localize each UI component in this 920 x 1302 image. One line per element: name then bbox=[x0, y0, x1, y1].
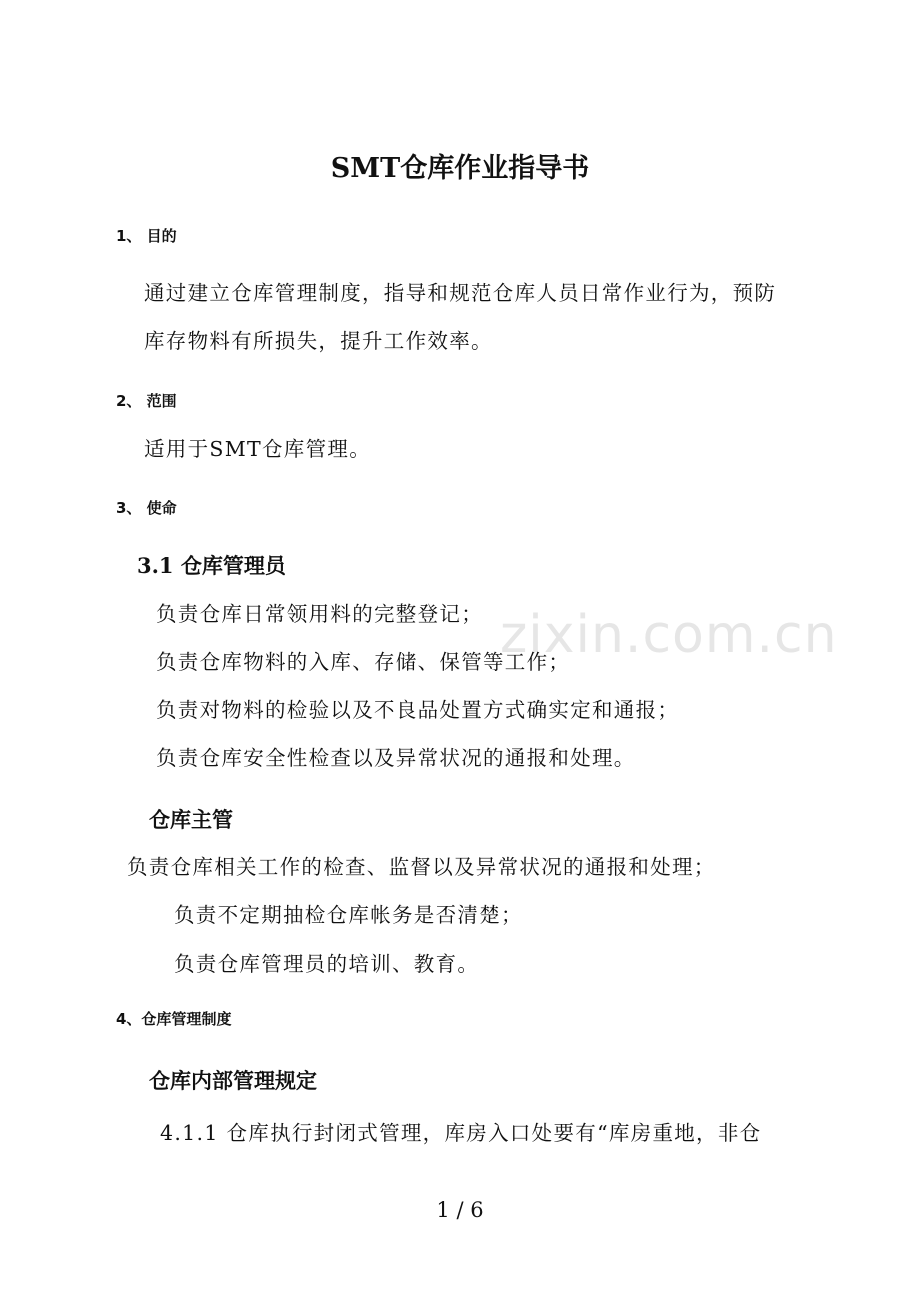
section-heading-scope: 2、 范围 bbox=[116, 392, 177, 410]
keeper-duty-item: 负责仓库安全性检查以及异常状况的通报和处理。 bbox=[156, 746, 636, 770]
subsection-heading-keeper: 3.1 仓库管理员 bbox=[137, 553, 286, 578]
supervisor-duty-item: 负责仓库相关工作的检查、监督以及异常状况的通报和处理； bbox=[127, 855, 716, 879]
document-title: SMT仓库作业指导书 bbox=[330, 153, 590, 184]
section-heading-mission: 3、 使命 bbox=[116, 499, 177, 517]
subsection-heading-internal-rules: 仓库内部管理规定 bbox=[149, 1068, 317, 1093]
keeper-duty-item: 负责仓库日常领用料的完整登记； bbox=[156, 602, 483, 626]
section-heading-purpose: 1、 目的 bbox=[116, 227, 177, 245]
purpose-text-line-2: 库存物料有所损失，提升工作效率。 bbox=[144, 329, 493, 353]
watermark: zixin.com.cn bbox=[500, 605, 838, 665]
scope-text: 适用于SMT仓库管理。 bbox=[144, 437, 372, 461]
subsection-heading-supervisor: 仓库主管 bbox=[149, 807, 233, 832]
section-heading-rules: 4、仓库管理制度 bbox=[116, 1010, 232, 1028]
keeper-duty-item: 负责对物料的检验以及不良品处置方式确实定和通报； bbox=[156, 698, 680, 722]
supervisor-duty-item: 负责仓库管理员的培训、教育。 bbox=[174, 952, 480, 976]
supervisor-duty-item: 负责不定期抽检仓库帐务是否清楚； bbox=[174, 903, 523, 927]
keeper-duty-item: 负责仓库物料的入库、存储、保管等工作； bbox=[156, 650, 571, 674]
page-indicator: 1 / 6 bbox=[436, 1198, 484, 1222]
purpose-text-line-1: 通过建立仓库管理制度，指导和规范仓库人员日常作业行为，预防 bbox=[144, 281, 777, 305]
rule-item-4-1-1: 4.1.1 仓库执行封闭式管理，库房入口处要有“库房重地，非仓 bbox=[160, 1121, 762, 1145]
